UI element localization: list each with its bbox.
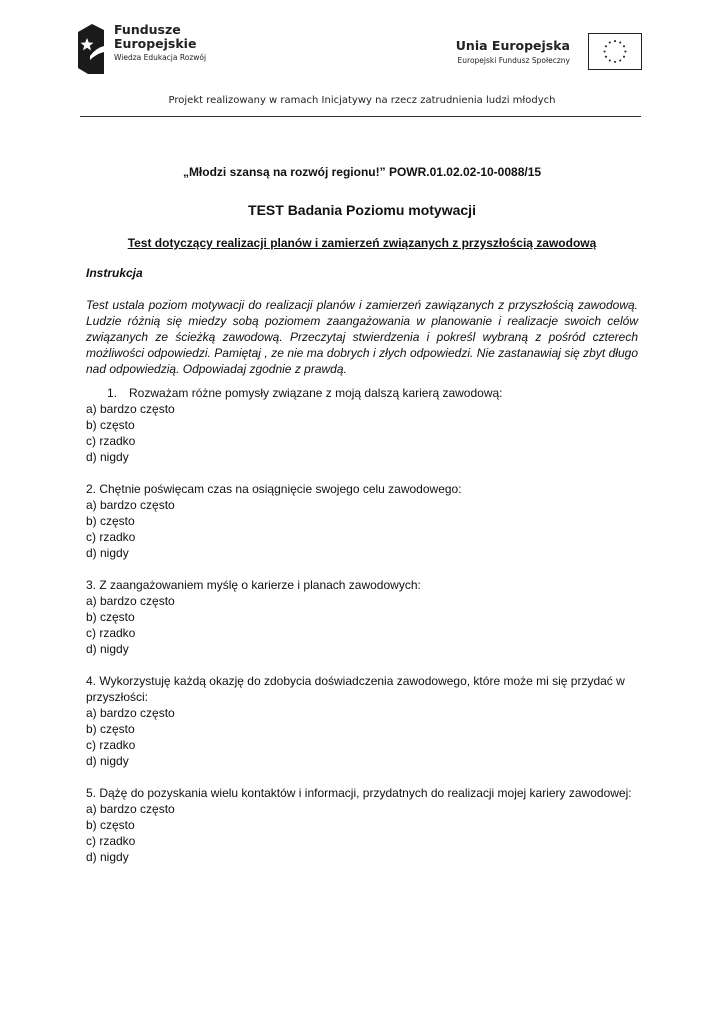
answer-option[interactable]: a) bardzo często [86,402,175,416]
answer-option[interactable]: b) często [86,610,135,624]
eu-star-icon [623,45,625,47]
answer-option[interactable]: a) bardzo często [86,498,175,512]
answer-option[interactable]: b) często [86,514,135,528]
answer-option[interactable]: d) nigdy [86,642,129,656]
eu-star-icon [609,41,611,43]
answer-option[interactable]: b) często [86,418,135,432]
test-subtitle: Test dotyczący realizacji planów i zamierzeń związanych z przyszłością zawodową [127,236,597,250]
logo-right-line1: Unia Europejska [455,38,570,53]
question-text: 2. Chętnie poświęcam czas na osiągnięcie swojego celu zawodowego: [86,482,462,496]
answer-option[interactable]: d) nigdy [86,546,129,560]
instruction-text: Test ustala poziom motywacji do realizacji planów i zamierzeń zawiązanych z przyszłością zawodową. Ludzie różnią się miedzy sobą poziomem zaangażowania w planowanie i realizacje swoich celów związanych ze ścieżką zawodową. Przeczytaj stwierdzenia i pokreśl wybraną z pośród czterech możliwości odpowiedzi. Pamiętaj , ze nie ma dobrych i złych odpowiedzi. Nie zastanawiaj się zbyt długo nad odpowiedzią. Odpowiadaj zgodnie z prawdą. [86,298,638,376]
eu-star-icon [605,45,607,47]
question-5 [86,785,638,865]
question-text: 4. Wykorzystuję każdą okazję do zdobycia doświadczenia zawodowego, które może mi się przydać w przyszłości: [86,674,625,704]
eu-star-icon [623,56,625,58]
logo-left-line3: Wiedza Edukacja Rozwój [114,53,207,62]
questions-list [86,385,638,881]
fundusze-europejskie-logo [78,24,206,74]
eu-star-icon [619,41,621,43]
answer-option[interactable]: c) rzadko [86,530,136,544]
eu-star-icon [619,59,621,61]
answer-option[interactable]: c) rzadko [86,834,136,848]
instruction-heading: Instrukcja [86,266,143,280]
question-3 [86,577,638,657]
fundusze-europejskie-emblem-icon [78,24,104,74]
question-2 [86,481,638,561]
answer-option[interactable]: c) rzadko [86,738,136,752]
logo-right-line2: Europejski Fundusz Społeczny [457,56,570,65]
eu-star-icon [624,50,626,52]
eu-star-icon [609,59,611,61]
header-divider [80,116,641,117]
project-line: Projekt realizowany w ramach Inicjatywy na rzecz zatrudnienia ludzi młodych [168,95,556,106]
question-1 [86,385,638,465]
logo-left-line2: Europejskie [114,35,197,51]
question-text: 5. Dążę do pozyskania wielu kontaktów i informacji, przydatnych do realizacji mojej kariery zawodowej: [86,786,632,800]
logo-left-line1: Fundusze [114,22,181,37]
answer-option[interactable]: d) nigdy [86,754,129,768]
eu-star-icon [605,56,607,58]
unia-europejska-logo [452,33,642,71]
answer-option[interactable]: b) często [86,722,135,736]
answer-option[interactable]: a) bardzo często [86,706,175,720]
answer-option[interactable]: c) rzadko [86,434,136,448]
question-4 [86,673,638,769]
answer-option[interactable]: c) rzadko [86,626,136,640]
eu-star-icon [614,61,616,63]
answer-option[interactable]: b) często [86,818,135,832]
answer-option[interactable]: d) nigdy [86,850,129,864]
project-title: „Młodzi szansą na rozwój regionu!” POWR.01.02.02-10-0088/15 [182,165,542,179]
eu-star-icon [614,40,616,42]
test-title: TEST Badania Poziomu motywacji [248,202,476,218]
eu-star-icon [604,50,606,52]
question-text: 3. Z zaangażowaniem myślę o karierze i planach zawodowych: [86,578,421,592]
eu-flag-icon [588,33,642,70]
question-text: 1. Rozważam różne pomysły związane z moją dalszą karierą zawodową: [107,386,503,400]
answer-option[interactable]: d) nigdy [86,450,129,464]
answer-option[interactable]: a) bardzo często [86,594,175,608]
answer-option[interactable]: a) bardzo często [86,802,175,816]
